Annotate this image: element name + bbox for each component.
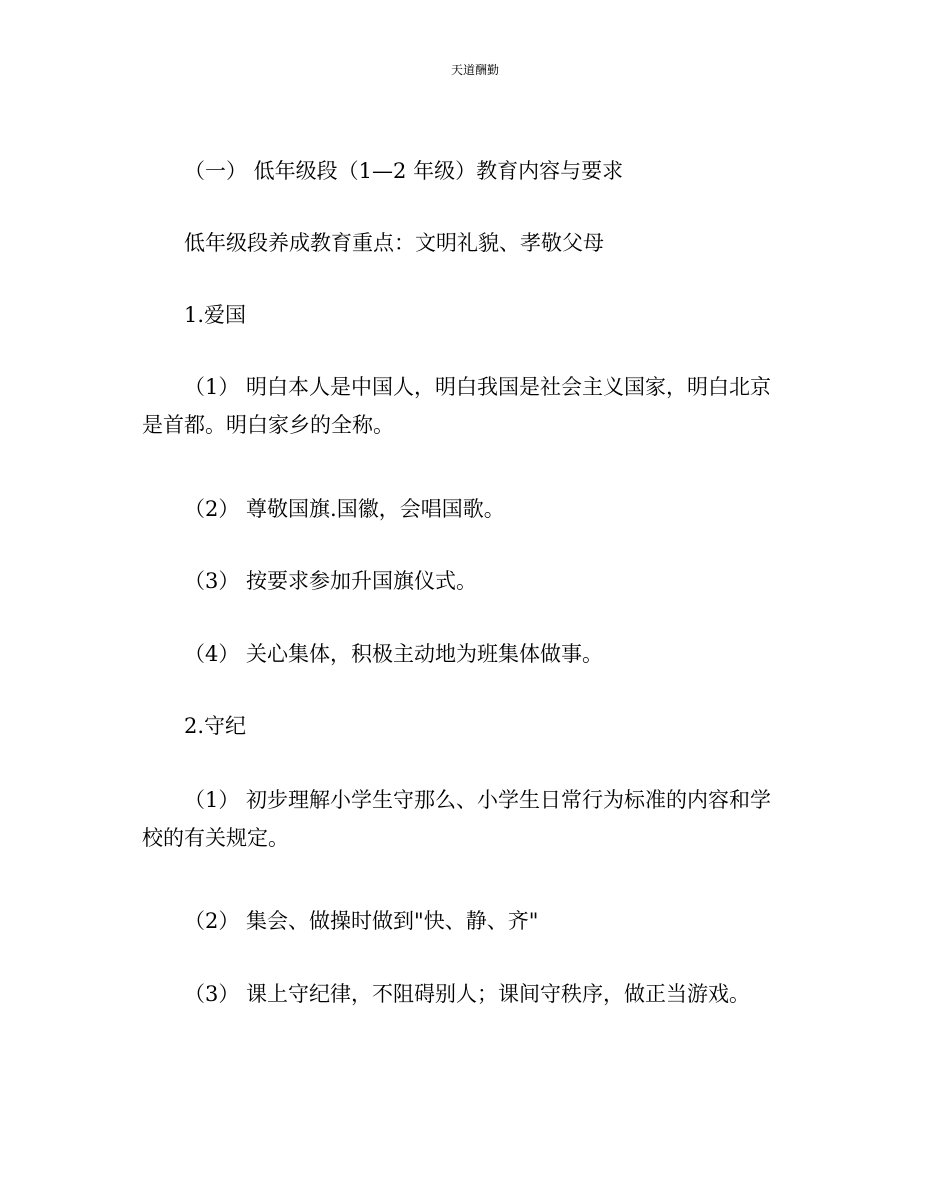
text-line: （2） 集会、做操时做到"快、静、齐" [184,909,539,933]
list-item [142,564,802,598]
text-line: 低年级段养成教育重点：文明礼貌、孝敬父母 [184,231,604,255]
text-line: （3） 课上守纪律，不阻碍别人；课间守秩序，做正当游戏。 [184,982,751,1006]
list-item [142,492,802,526]
page-header: 天道酬勤 [450,63,499,77]
list-item [142,783,802,855]
list-item [142,370,802,442]
list-item [142,977,802,1011]
text-line: （一） 低年级段（1—2 年级）教育内容与要求 [184,159,624,183]
text-line: 校的有关规定。 [142,826,289,850]
text-line: （4） 关心集体，积极主动地为班集体做事。 [184,642,604,666]
text-line: 2.守纪 [184,714,247,738]
text-line: （3） 按要求参加升国旗仪式。 [184,569,478,593]
text-line: 是首都。明白家乡的全称。 [142,413,394,437]
text-line: （1） 初步理解小学生守那么、小学生日常行为标准的内容和学 [184,788,772,812]
list-item [142,637,802,671]
item-heading-patriotism [142,298,802,332]
text-line: 1.爱国 [184,303,247,327]
section-heading [142,154,802,188]
focus-statement [142,226,802,260]
text-line: （2） 尊敬国旗.国徽，会唱国歌。 [184,497,505,521]
text-line: （1） 明白本人是中国人，明白我国是社会主义国家，明白北京 [184,375,772,399]
list-item [142,904,802,938]
item-heading-discipline [142,709,802,743]
